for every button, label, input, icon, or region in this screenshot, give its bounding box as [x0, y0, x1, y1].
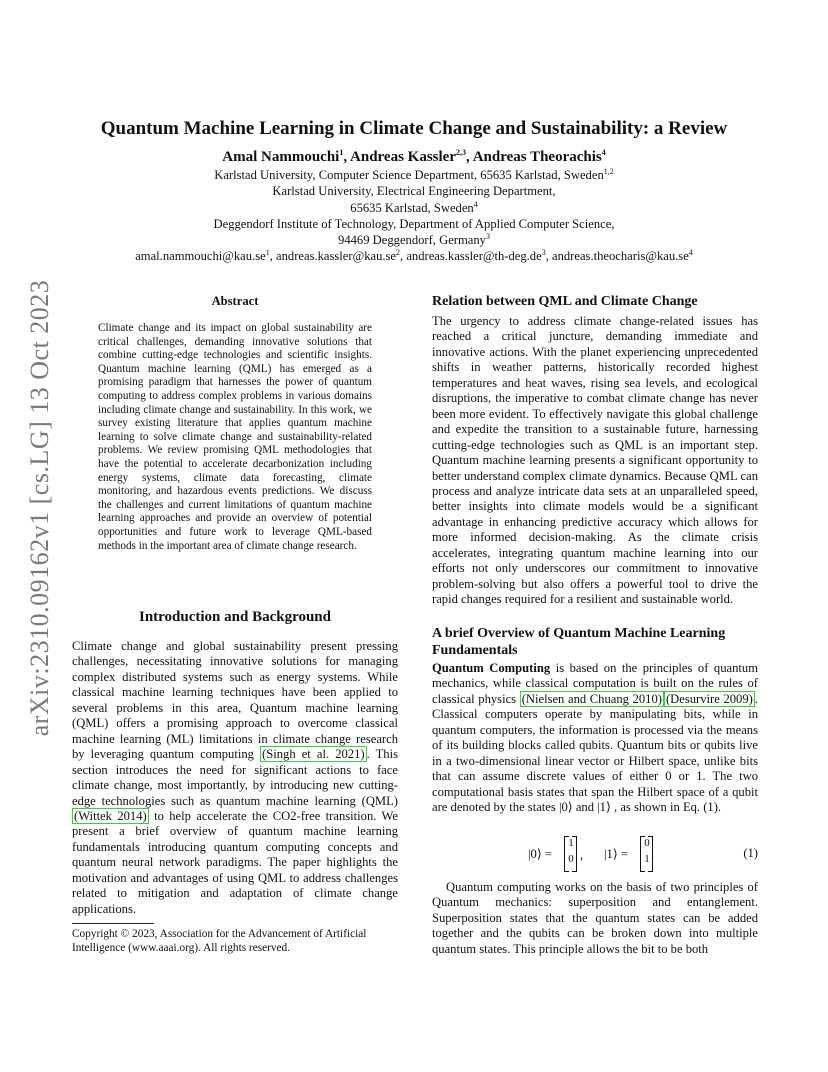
affiliation-line: Karlstad University, Electrical Engineering Department,: [272, 184, 556, 199]
matrix-bracket-right: [572, 836, 577, 872]
matrix-cell: 1: [568, 837, 574, 849]
citation-link[interactable]: (Singh et al. 2021): [262, 747, 365, 762]
overview-text: Quantum Computing is based on the principles of quantum mechanics, while classical computation is built on the rules of classical physics (Nielsen and Chuang 2010) (Desurvire 2009) . Classical computers operate by manipulating bits, while in quantum computers, the information is processed via the means of its building blocks called qubits. Quantum bits or qubits live in a two-dimensional linear vector or Hilbert space, unlike bits that can assume discrete values of either 0 or 1. The two computational basis states that span the Hilbert space of a qubit are denoted by the states |0⟩ and |1⟩ , as shown in Eq. (1).: [432, 661, 758, 815]
keyword-quantum-computing: Quantum Computing: [432, 661, 551, 675]
email: andreas.kassler@th-deg.de: [406, 249, 542, 264]
email: andreas.kassler@kau.se: [276, 249, 397, 264]
matrix-cell: 1: [644, 853, 650, 865]
author-1: Amal Nammouchi: [222, 149, 340, 165]
author-list: Amal Nammouchi$^1$, Andreas Kassler$^{2,3}$, Andreas Theorachis$^4$: [222, 148, 606, 165]
affiliations: [0, 167, 828, 265]
abstract-heading: Abstract: [211, 294, 259, 308]
author-1-sup: 1: [339, 148, 344, 157]
affiliation-line: 65635 Karlstad, Sweden$^4$: [350, 199, 478, 215]
affiliation-line: Deggendorf Institute of Technology, Department of Applied Computer Science,: [213, 216, 615, 231]
author-3-sup: 4: [601, 148, 606, 157]
email-line: $amal.nammouchi@kau.se^1$, $andreas.kassler@kau.se^2$, $andreas.kassler@th-deg.de^3$, $andreas.theocharis@kau.se^4$: [135, 248, 693, 264]
arxiv-id: arXiv:2310.09162v1 [cs.LG] 13 Oct 2023: [25, 279, 54, 737]
matrix-bracket-right: [648, 836, 653, 872]
citation-link[interactable]: (Wittek 2014): [74, 808, 147, 823]
author-2: Andreas Kassler: [350, 149, 456, 165]
relation-text: The urgency to address climate change-related issues has reached a critical juncture, demanding immediate and innovative actions. With the planet experiencing unprecedented shifts in weather patterns, historically recorded highest temperatures and heat waves, rising sea levels, and ecological disruptions, the imperative to combat climate change has never been more evident. To effectively navigate this global challenge and expedite the transition to a sustainable future, harnessing cutting-edge technologies such as QML is an important step. Quantum machine learning presents a significant opportunity to better understand complex climate dynamics. Because QML can process and analyze intricate data sets at an unparalleled speed, better insights into climate models would be a significant advantage in enhancing predictive accuracy which allows for more informed decision-making. As the climate crisis accelerates, integrating quantum machine learning into our efforts not only underscores our commitment to innovative problem-solving but also offers a powerful tool to drive the rapid changes required for a resilient and sustainable world.: [432, 314, 758, 607]
eq-comma: ,: [580, 848, 584, 862]
matrix-cell: 0: [644, 837, 650, 849]
overview-heading: A brief Overview of Quantum Machine Learning Fundamentals: [432, 626, 726, 658]
affiliation-line: Karlstad University, Computer Science Department, 65635 Karlstad, Sweden$^{1,2}$: [214, 166, 614, 182]
intro-text: Climate change and global sustainability present pressing challenges, necessitating innovative solutions for managing complex distributed systems such as energy systems. While classical machine learning techniques have been applied to several problems in this area, Quantum machine learning (QML) offers a promising approach to overcome classical machine learning (ML) limitations in climate change research by leveraging quantum computing (Singh et al. 2021) . This section introduces the need for significant actions to face climate change, most importantly, by introducing new cutting-edge technologies such as quantum machine learning (QML) (Wittek 2014) to help accelerate the CO2-free transition. We present a brief overview of quantum machine learning fundamentals introducing quantum computing concepts and quantum neural network paradigms. The paper highlights the motivation and advantages of using QML to address challenges related to mitigation and adaptation of climate change applications.: [72, 639, 398, 916]
superposition-text: Quantum computing works on the basis of two principles of Quantum mechanics: superposition and entanglement. Superposition states that the quantum states can be added together and the qubits can be broken down into multiple quantum states. This principle allows the bit to be both: [432, 880, 758, 956]
equation-number: (1): [743, 846, 758, 860]
arxiv-watermark: [20, 258, 60, 758]
eq-lhs-1: |1⟩ =: [604, 847, 628, 861]
matrix-cell: 0: [568, 853, 574, 865]
affiliation-line: 94469 Deggendorf, Germany$^3$: [338, 232, 490, 248]
abstract-text: Climate change and its impact on global sustainability are critical challenges, demanding innovative solutions that combine cutting-edge technologies and scientific insights. Quantum machine learning (QML) has emerged as a promising paradigm that harnesses the power of quantum computing to address complex problems in various domains including climate change and sustainability. In this work, we survey existing literature that applies quantum machine learning to solve climate change and sustainability-related problems. We review promising QML methodologies that have the potential to accelerate decarbonization including energy systems, climate data forecasting, climate monitoring, and hazardous events predictions. We discuss the challenges and current limitations of quantum machine learning approaches and provide an overview of potential opportunities and future work to leverage QML-based methods in the important area of climate change research.: [98, 322, 372, 552]
intro-heading: Introduction and Background: [138, 609, 331, 625]
relation-heading: Relation between QML and Climate Change: [432, 294, 698, 309]
equation-1: [432, 836, 758, 872]
citation-link[interactable]: (Nielsen and Chuang 2010): [521, 691, 662, 706]
author-3: Andreas Theorachis: [472, 149, 602, 165]
copyright-footnote: Copyright © 2023, Association for the Advancement of Artificial Intelligence (www.aaai.org). All rights reserved.: [72, 928, 367, 954]
email: andreas.theocharis@kau.se: [552, 249, 689, 264]
author-2-sup: 2,3: [456, 148, 466, 157]
email: amal.nammouchi@kau.se: [135, 249, 266, 264]
paper-title: Quantum Machine Learning in Climate Change and Sustainability: a Review: [100, 118, 728, 139]
eq-lhs-0: |0⟩ =: [528, 847, 552, 861]
footnote-rule: [72, 923, 154, 924]
citation-link[interactable]: (Desurvire 2009): [665, 691, 753, 706]
